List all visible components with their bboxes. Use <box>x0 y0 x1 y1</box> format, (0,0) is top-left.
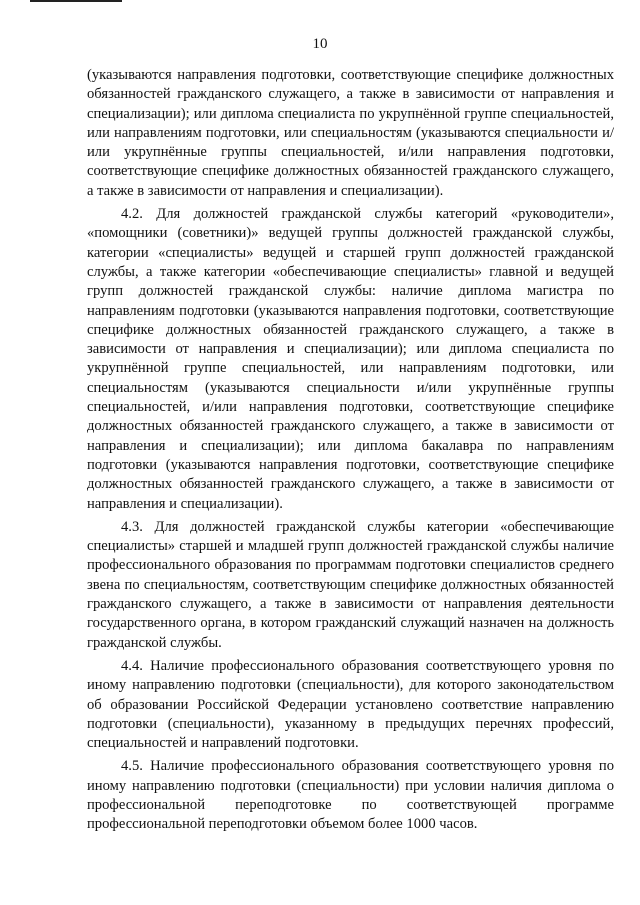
document-body <box>87 66 614 839</box>
paragraph-4-4: 4.4. Наличие профессионального образования соответствующего уровня по иному направлению подготовки (специальности), для которого законодательством об образовании Российской Федерации установлено соответствие направлению подготовки (специальности), указанному в предыдущих перечнях профессий, специальностей и направлений подготовки. <box>87 657 614 752</box>
paragraph-continuation: (указываются направления подготовки, соответствующие специфике должностных обязанностей гражданского служащего, а также в зависимости от направления и специализации); или диплома специалиста по укрупнённой группе специальностей, или направлениям подготовки, или специальностям (указываются специальности и/или укрупнённые группы специальностей, и/или направления подготовки, соответствующие специфике должностных обязанностей гражданского служащего, а также в зависимости от направления и специализации). <box>87 67 614 199</box>
top-border-line <box>30 0 122 2</box>
page-number: 10 <box>312 36 328 52</box>
paragraph-4-3: 4.3. Для должностей гражданской службы категории «обеспечивающие специалисты» старшей и младшей групп должностей гражданской службы наличие профессионального образования по программам подготовки специалистов среднего звена по специальностям, соответствующим специфике должностных обязанностей гражданского служащего, а также в зависимости от направления деятельности государственного органа, в котором гражданский служащий назначен на должность гражданской службы. <box>87 518 614 651</box>
paragraph-4-5: 4.5. Наличие профессионального образования соответствующего уровня по иному направлению подготовки (специальности) при условии наличия диплома о профессиональной переподготовке по соответствующей программе профессиональной переподготовки объемом более 1000 часов. <box>87 758 614 833</box>
paragraph-4-2: 4.2. Для должностей гражданской службы категорий «руководители», «помощники (советники)» ведущей группы должностей гражданской службы, категории «специалисты» ведущей и старшей групп должностей гражданской службы, а также категории «обеспечивающие специалисты» главной и ведущей групп должностей гражданской службы: наличие диплома магистра по направлениям подготовки (указываются направления подготовки, соответствующие специфике должностных обязанностей гражданского служащего, а также в зависимости от направления и специализации); или диплома специалиста по укрупнённой группе специальностей, или направлениям подготовки, или специальностям (указываются специальности и/или укрупнённые группы специальностей, и/или направления подготовки, соответствующие специфике должностных обязанностей гражданского служащего, а также в зависимости от направления и специализации); или диплома бакалавра по направлениям подготовки (указываются направления подготовки, соответствующие специфике должностных обязанностей гражданского служащего, а также в зависимости от направления и специализации). <box>87 206 614 512</box>
